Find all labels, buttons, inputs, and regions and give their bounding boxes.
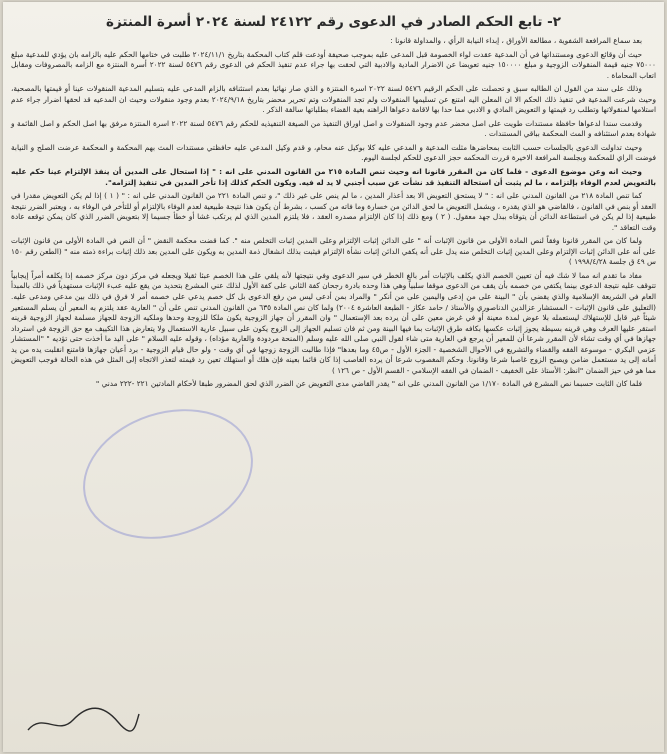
document-body [11, 8, 656, 746]
paragraph-evidence-law: ولما كان من المقرر قانونا وفقاً لنص المادة الأولى من قانون الإثبات أنه " على الدائن إثبات الإلتزام وعلى المدين إثبات التخلص منه ". كما قضت محكمة النقض " أن النص في المادة الأولى من قانون الإثبات على أنه على الدائن إثبات الإلتزام وعلى المدين إثبات التخلص منه يدل على أنه يكفي الدائن إثبات نشأة الإلتزام فيثبت بذلك انشغال ذمة المدين به ويكون على المدين بعد ذلك إثبات براءة ذمته منه " (الطعن رقم ١٥٠ س ٤٩ ق جلسة ١٩٩٨/٤/٢٨ ) [11, 236, 656, 267]
paragraph-articles-218-221: كما تنص المادة ٢١٨ من القانون المدني على انه : " لا يستحق التعويض الا بعد أعذار المدين ، ما لم ينص على غير ذلك "، و تنص المادة ٢٢١ من القانون المدني على انه : " ( ١ ) إذا لم يكن التعويض مقدرا في العقد أو بنص في القانون ، فالقاضي هو الذي يقدره ، ويشمل التعويض ما لحق الدائن من خسارة وما فاته من كسب ، بشرط أن يكون هذا نتيجة طبيعية لعدم الوفاء بالإلتزام أو للتأخر في الوفاء به ، ويعتبر الضرر نتيجة طبيعية إذا لم يكن في استطاعة الدائن أن يتوقاه ببذل جهد معقول. ( ٢ ) ومع ذلك إذا كان الإلتزام مصدره العقد ، فلا يلتزم المدين الذي لم يرتكب غشا أو خطأ جسيما إلا بتعويض الضرر الذي كان يمكن توقعه عادة وقت التعاقد ". [11, 191, 656, 232]
paragraph-procedure: بعد سماع المرافعة الشفوية ، مطالعة الأوراق ، إبداء النيابة الرأي ، والمداولة قانونا : [390, 36, 642, 45]
document-page [3, 2, 664, 752]
paragraph-documents: وقدمت سندا لدعواها حافظة مستندات طويت على اصل محضر عدم وجود المنقولات و اصل اوراق التنفيذ من الصيغة التنفيذيه للحكم رقم ٥٤٧٦ لسنة ٢٠٢٢ اسرة المنتزة مرفق بها اصل الحكم و اصل القائمة و شهادة بعدم استئنافه و المث المحكمة بباقي المستندات . [11, 118, 656, 139]
paragraph-claim-basis: وذلك على سند من القول ان الطالبه سبق و تحصلت على الحكم الرقيم ٥٤٧٦ لسنة ٢٠٢٢ اسرة المنتزة و الذي صار نهائيا بعدم استئنافه بالزام المدعى عليه بتسليم المدعية المنقولات عينا أو قيمتها بالمصحية، وحيث شرعت المدعية في تنفيذ ذلك الحكم الا ان المعلن اليه امتنع عن تسليمها المنقولات ولم تجد المنقولات وتم تحرير محضر بتاريخ ٢٠٢٤/٩/١٨ بعدم وجود منقولات وحيث ان المدعيه قد لحقها اضرار جراء عدم استلامها لمنقولاتها وتطلب رد قيمتها و التعويض المادي و الادبي مما حدا بها لاقامة دعواها الراهنه بغية القضاء بطلباتها سالفة الذكر . [11, 84, 656, 115]
paragraph-hearings: وحيث تداولت الدعوى بالجلسات حسب الثابت بمحاضرها مثلت المدعية و المدعي عليه كلا بوكيل عنه محام، و قدم وكيل المدعي عليه حافظتي مستندات المث بهم المحكمة و المحكمة عرضت الصلح و النيابة فوضت الراي للمحكمة وبجلسة المرافعة الاخيرة قررت المحكمه حجز الدعوى للحكم لجلسة اليوم. [11, 142, 656, 163]
paragraph-facts: حيث أن وقائع الدعوى ومستنداتها في أن المدعية عقدت لواء الخصومة قبل المدعى عليه بموجب صحيفة أودعت قلم كتاب المحكمة بتاريخ ٢٠٢٤/١١/١ طلبت في ختامها الحكم عليه بالزامه بان يؤدي للمدعية مبلغ ٧٥٠٠٠ جنيه قيمة المنقولات الزوجية و مبلغ ١٥٠٠٠٠ جنيه تعويضا عن الاضرار المادية والادبية التي لحقت بها جراء عدم تنفيذ الحكم في الدعوى رقم ٥٤٧٦ لسنة ٢٠٢٢ أسرة المنتزة مع الزامه بالمصروفات ومقابل اتعاب المحاماة . [11, 49, 656, 80]
signature-mark [23, 692, 143, 742]
paragraph-article-170: فلما كان الثابت حسبما نص المشرع في المادة ١/١٧٠ من القانون المدني على انه " يقدر القاضي مدى التعويض عن الضرر الذي لحق المضرور طبقا لأحكام المادتين ٢٢١ -٢٢٢ مدني " [95, 379, 642, 389]
paragraph-merits: وحيث انه وعن موضوع الدعوى - فلما كان من المقرر قانونا انه وحيث تنص المادة ٢١٥ من القانون المدني على انه : " إذا استحال على المدين أن ينفذ الإلتزام عينا حكم عليه بالتعويض لعدم الوفاء بإلتزامه ، ما لم يثبت أن استحالة التنفيذ قد نشأت عن سبب أجنبي لا يد له فيه. ويكون الحكم كذلك إذا تأخر المدين في تنفيذ إلتزامه". [11, 167, 656, 187]
paragraph-burden-of-proof: مفاد ما تقدم انه مما لا شك فيه أن تعيين الخصم الذي يكلف بالإثبات أمر بالغ الخطر في سير الدعوى وفي نتيجتها لأنه يلقي على هذا الخصم عبئا ثقيلا ويجعله في مركز دون مركز خصمه إذا يكلفه أمراً إيجابياً تتوقف عليه نتيجة الدعوى بينما يكتفي من خصمه بأن يقف من الدعوى موقفا سلبياً وهي هذا وحده بادرة رجحان كفة الثاني على كفة الأول لذلك عني المشرع بتحديد من يقع عليه عبء الإثبات مستهدياً في ذلك بالمبدأ العام في الشريعة الإسلامية والذي يقضي بأن " البينة على من إدعى واليمين على من أنكر " والمراد بمن أدعى ليس من رفع الدعوى بل كل خصم يدعي على خصمه أمر لا فرق في ذلك بين مدعي ومدعى عليه. (التعليق على قانون الإثبات - المستشار عزالدين الدناصوري والأستاذ / حامد عكاز - الطبعة العاشرة ٢٠٠٤) ولما كان نص المادة ٦٣٥ من القانون المدني تنص على أن " العارية عقد يلتزم به المعير أن يسلم المستعير شيئاً غير قابل للإستهلاك ليستعمله بلا عوض لمدة معينة أو في غرض معين على أن يرده بعد الإستعمال " وان المقرر أن جهاز الزوجية يكون ملكا للزوجة وحدها وملكيه الزوجة للجهاز مسلمة لجهاز الزوجية قرينه استقر عليها العرف وهي قرينه بسيطة يجوز إثبات عكسها بكافه طرق الإثبات بما فيها البينة ومن ثم فان تسليم الجهاز إلى الزوج يكون على سبيل عارية الاستعمال ولا يتعارض هذا التكييف مع حق الزوجة في استرداد جهازها في أي وقت تشاء لأن المقرر شرعا أن للمعير أن يرجع في العارية متى شاء لقول النبي صلى الله عليه وسلم (المنحة مردودة والعارية مؤداه) ، وقوله عليه السلام " على اليد ما أخذت حتى تؤديه " "المستشار عزمي البكري - موسوعة الفقه والقضاء والتشريع في الأحوال الشخصية - الجزء الأول - ص٤٥ وما بعدها" فإذا طالبت الزوجة زوجها في أي وقت - ولو حال قيام الزوجية - برد أعيان جهازها فامتنع انقلبت يده من يد أمانه إلى يد مستعمل ضامن ويصبح الزوج غاصبا شرعا وقانونا. وحكم المغصوب شرعا أن يرده الغاصب إذا كان قائما بعينه فإن هلك أو استهلك تعين رد قيمته لتعذر الاتجاه إلى المثل في هذه الحالة فوجب التعويض مما هو في حيز الضمان "انظر: الأستاذ على الخفيف - الضمان في الفقه الإسلامي - القسم الأول - ص ١٢٦ ) [11, 270, 656, 375]
document-title: ٢- تابع الحكم الصادر في الدعوى رقم ٢٤١٢٢ لسنة ٢٠٢٤ أسرة المنتزة [106, 14, 561, 30]
